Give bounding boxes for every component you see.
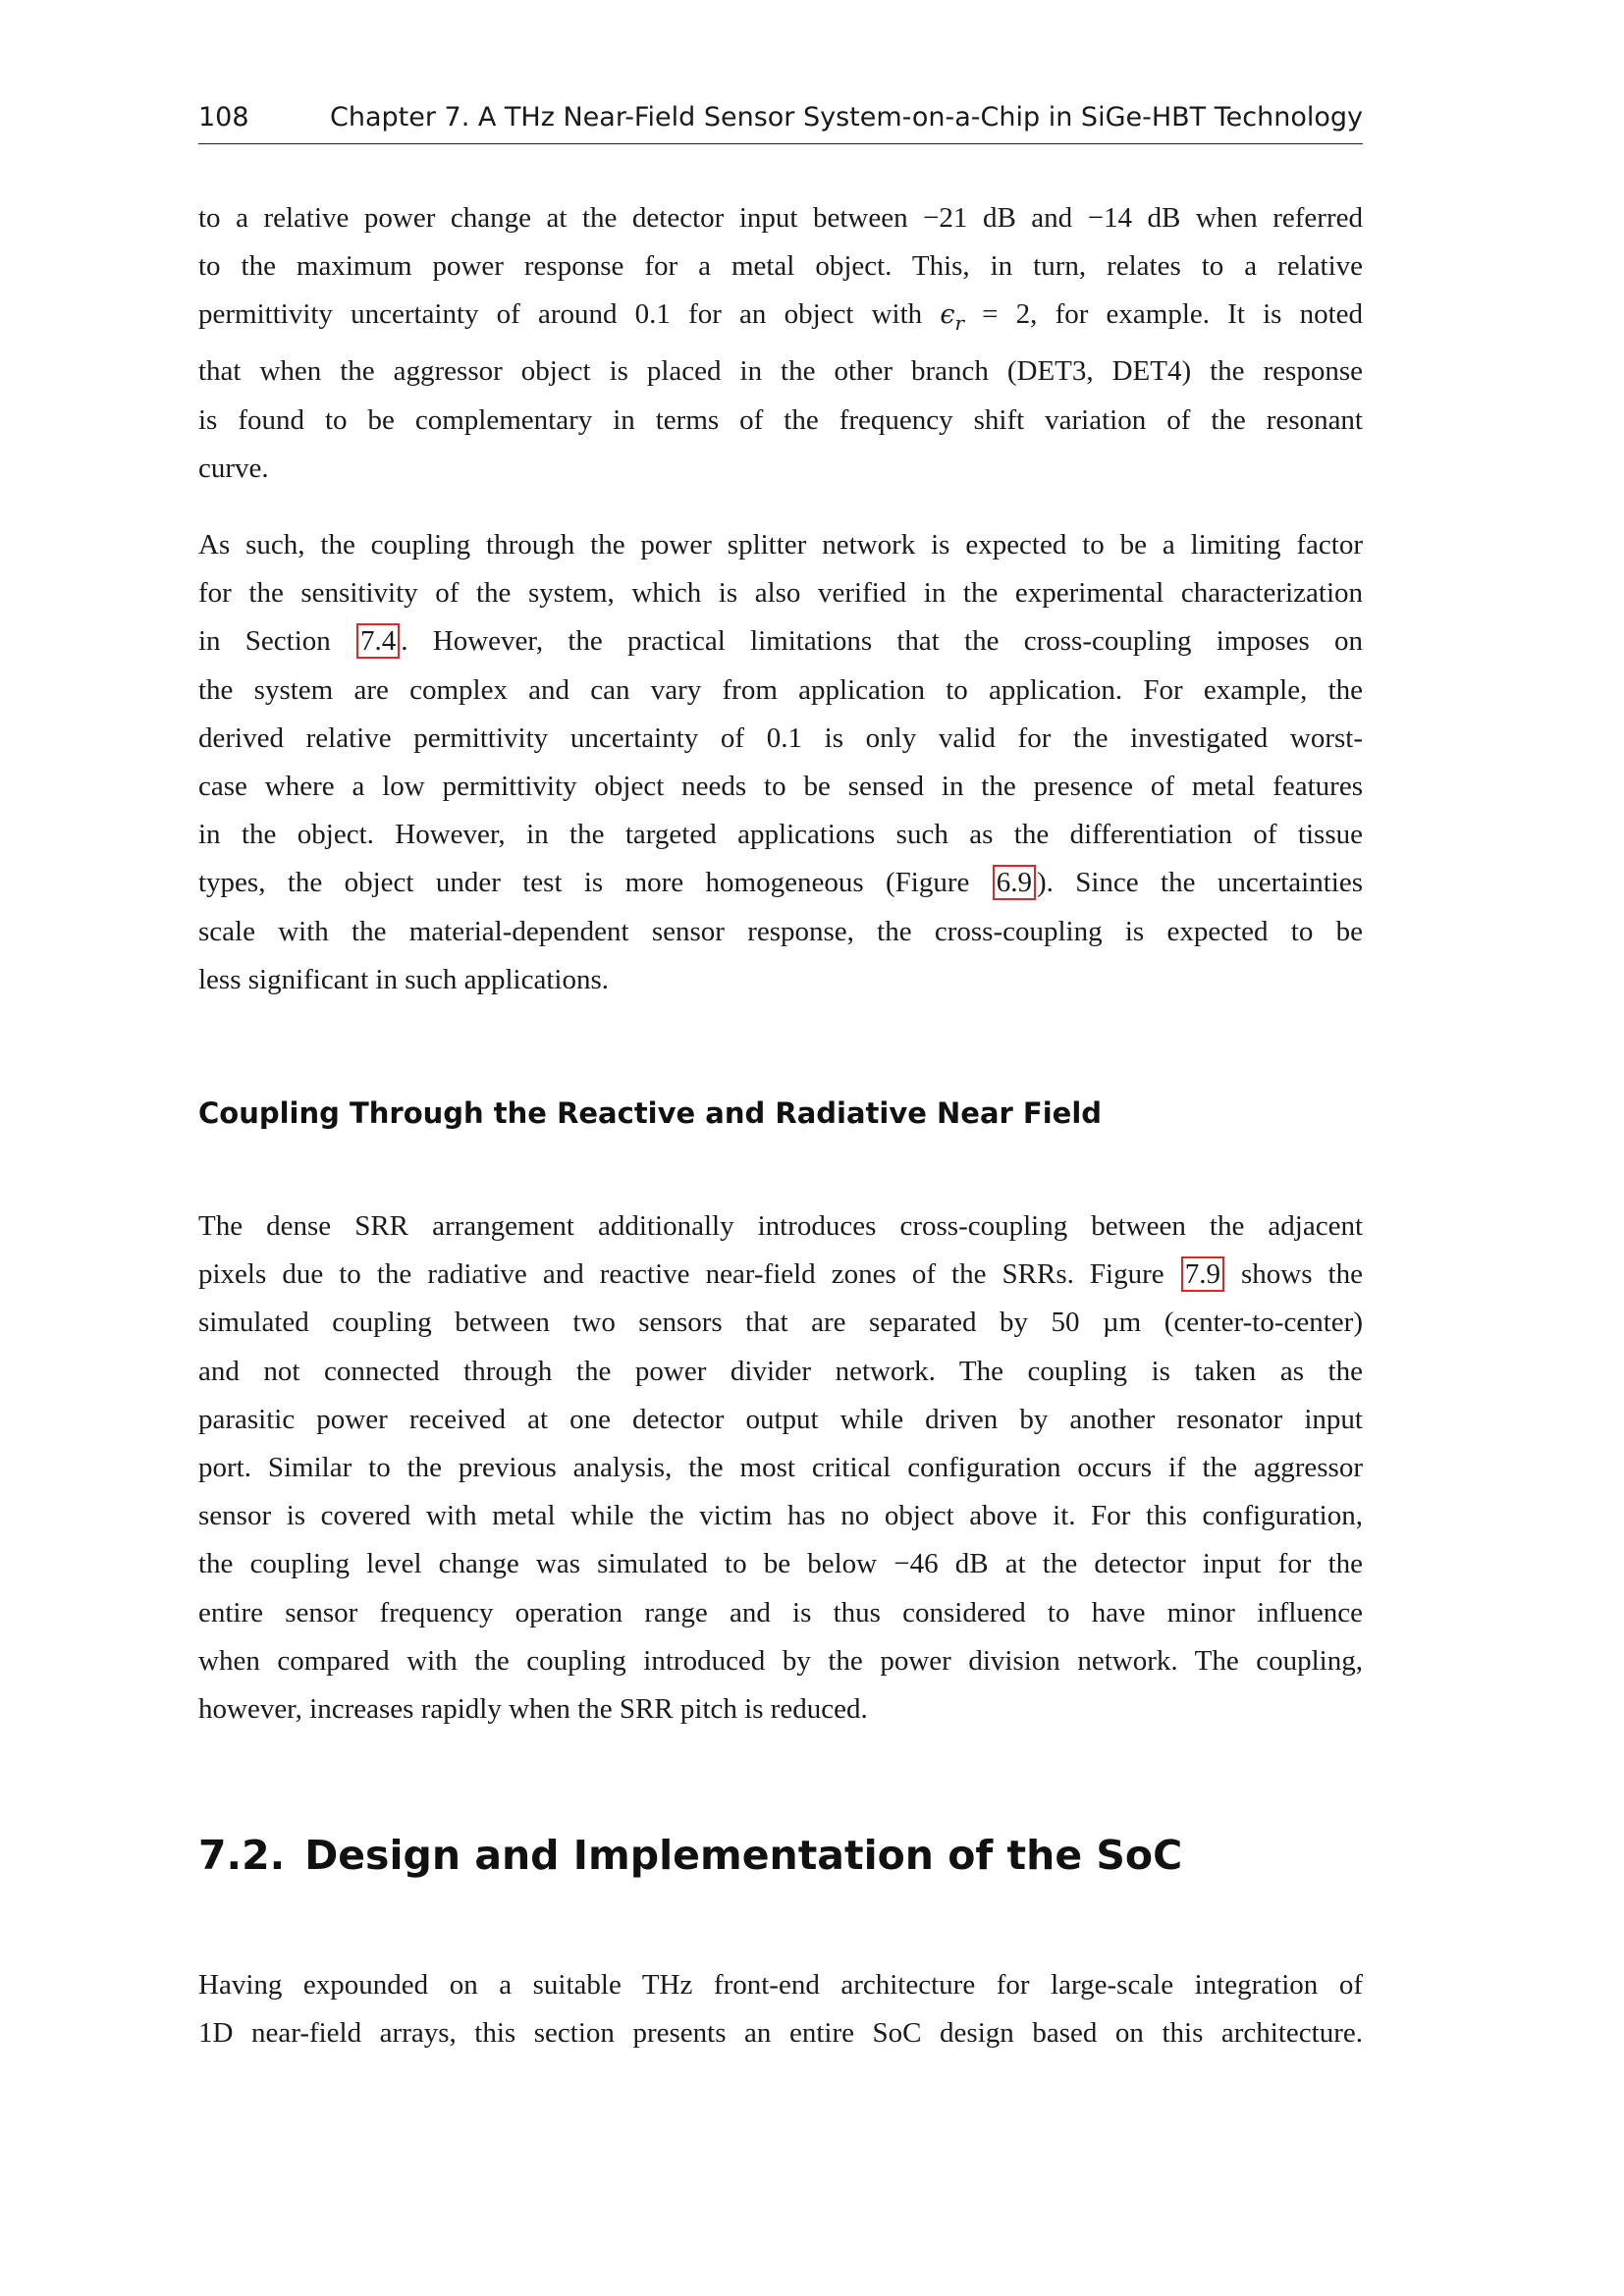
page-number: 108 <box>198 102 249 133</box>
text-fragment: in Section <box>198 625 356 658</box>
text-line: when compared with the coupling introduced by the power division network. The coupling, <box>198 1644 1363 1677</box>
text-line: less significant in such applications. <box>198 963 610 995</box>
text-line: the coupling level change was simulated to be below −46 dB at the detector input for the <box>198 1548 1363 1580</box>
text-line: port. Similar to the previous analysis, the most critical configuration occurs if the aggressor <box>198 1452 1363 1484</box>
text-line <box>198 617 1363 666</box>
text-line: for the sensitivity of the system, which is also verified in the experimental characterization <box>198 577 1363 610</box>
text-line: The dense SRR arrangement additionally introduces cross-coupling between the adjacent <box>198 1210 1363 1242</box>
text-fragment: . However, the practical limitations that the cross-coupling imposes on <box>401 625 1364 658</box>
running-header <box>198 98 1363 144</box>
epsilon-symbol: ϵ <box>940 299 955 331</box>
chapter-title: Chapter 7. A THz Near-Field Sensor System-on-a-Chip in SiGe-HBT Technology <box>329 102 1363 133</box>
subsection-heading: Coupling Through the Reactive and Radiative Near Field <box>198 1096 1103 1130</box>
paragraph-2 <box>198 521 1363 1004</box>
paragraph-3 <box>198 1202 1363 1734</box>
text-line: curve. <box>198 452 269 484</box>
text-fragment: permittivity uncertainty of around 0.1 for an object with <box>198 298 941 331</box>
text-line: parasitic power received at one detector output while driven by another resonator input <box>198 1403 1363 1435</box>
text-line: case where a low permittivity object needs to be sensed in the presence of metal features <box>198 771 1363 803</box>
text-line: scale with the material-dependent sensor response, the cross-coupling is expected to be <box>198 915 1363 947</box>
section-ref-link[interactable]: 7.4 <box>356 623 400 659</box>
text-fragment: types, the object under test is more homogeneous (Figure <box>198 867 992 899</box>
subscript-r <box>954 309 964 336</box>
text-line: is found to be complementary in terms of the frequency shift variation of the resonant <box>198 403 1363 436</box>
paragraph-4 <box>198 1961 1363 2057</box>
text-line: to the maximum power response for a metal object. This, in turn, relates to a relative <box>198 250 1363 283</box>
text-fragment: = 2, for example. It is noted <box>964 298 1363 331</box>
text-line: that when the aggressor object is placed in the other branch (DET3, DET4) the response <box>198 355 1363 388</box>
text-line: As such, the coupling through the power splitter network is expected to be a limiting factor <box>198 529 1363 561</box>
text-line: 1D near-field arrays, this section presents an entire SoC design based on this architecture. <box>198 2017 1363 2050</box>
text-line: Having expounded on a suitable THz front-end architecture for large-scale integration of <box>198 1969 1363 2001</box>
figure-ref-link[interactable]: 6.9 <box>993 865 1036 900</box>
subscript-text: r <box>954 311 965 336</box>
text-line <box>198 859 1363 907</box>
text-fragment: pixels due to the radiative and reactive near-field zones of the SRRs. Figure <box>198 1258 1180 1291</box>
text-line: to a relative power change at the detector input between −21 dB and −14 dB when referred <box>198 202 1363 234</box>
text-line: in the object. However, in the targeted applications such as the differentiation of tissue <box>198 819 1363 851</box>
section-number: 7.2. <box>198 1832 286 1879</box>
section-heading <box>198 1832 1182 1879</box>
text-fragment: ). Since the uncertainties <box>1036 867 1363 899</box>
paragraph-1 <box>198 194 1363 493</box>
text-line: entire sensor frequency operation range and is thus considered to have minor influence <box>198 1596 1363 1629</box>
text-line: derived relative permittivity uncertainty of 0.1 is only valid for the investigated worst- <box>198 721 1363 754</box>
section-title: Design and Implementation of the SoC <box>304 1832 1183 1879</box>
text-line: the system are complex and can vary from application to application. For example, the <box>198 673 1363 706</box>
figure-ref-link[interactable]: 7.9 <box>1181 1256 1224 1292</box>
text-line: however, increases rapidly when the SRR pitch is reduced. <box>198 1693 868 1726</box>
text-fragment: shows the <box>1224 1258 1363 1291</box>
text-line <box>198 291 1363 347</box>
text-line: and not connected through the power divider network. The coupling is taken as the <box>198 1355 1363 1387</box>
text-line: sensor is covered with metal while the victim has no object above it. For this configuration, <box>198 1500 1363 1532</box>
text-line <box>198 1251 1363 1299</box>
text-line: simulated coupling between two sensors that are separated by 50 µm (center-to-center) <box>198 1307 1363 1339</box>
